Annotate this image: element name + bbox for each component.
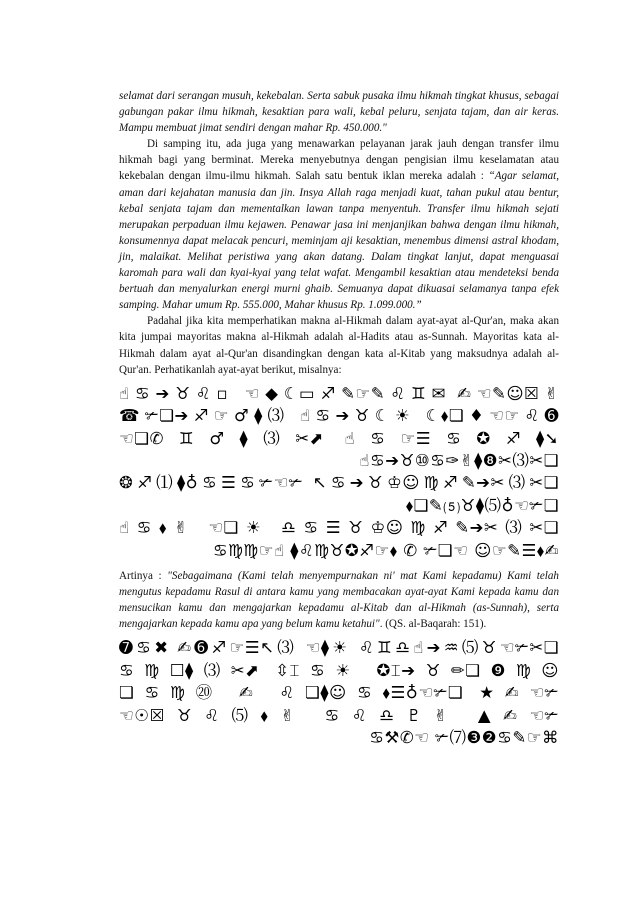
verse-line: ☝♋➔♉⑩♋✑✌⧫❽✂⑶✂❏ <box>359 450 559 470</box>
verse-line: ⬧❏✎⑸♉⧫⑸♁☜✃❏ <box>405 495 559 515</box>
paragraph-translation <box>119 568 559 632</box>
verse-line: ☜☉☒♉♌⑸⬧✌ ♋♌♎♇✌ ▲✍☜✃ <box>119 705 559 725</box>
paragraph-distance-service <box>119 136 559 313</box>
verse-line: ❂♐⑴⧫♁♋☰♋✃☜✃ ↖♋➔♉♔☺♍♐✎➔✂⑶✂❏ <box>119 473 559 493</box>
verse-line: ♋♍♍☞☝ ⧫♌♍♉✪♐☞⬧ ✆ ✃❏☜ ☺☞✎☰⬧✍ <box>212 540 559 560</box>
translation-label: Artinya : <box>119 569 168 582</box>
ad-quote: “Agar selamat, aman dari kejahatan manusia dan jin. Insya Allah raga menjadi kuat, tahan pukul atau bentur, kebal senjata tajam dan mementalkan lawan tanpa menyentuh. Transfer ilmu hikmah sejati merupakan perpaduan ilmu kejawen. Penawar jasa ini menjanjikan bahwa dengan ilmu hikmah, konsumennya dapat melacak pencuri, meminjam aji kesaktian, menembus dimensi astral khodam, jin, malaikat. Melihat peristiwa yang akan datang. Dalam tingkat lanjut, dapat menguasai karomah para wali dan kyai-kyai yang telat wafat. Mengambil kesaktian atau mendeteksi benda bertuah dan menyalurkan energi murni ghaib. Semuanya dapat dikuasai selamanya tanpa efek samping. Mahar umum Rp. 555.000, Mahar khusus Rp. 1.099.000.” <box>119 170 559 312</box>
verse-line: ♋♍☐⧫⑶✂⬈ ⇳⌶♋☀ ✪⌶➔♉✏❏❾♍☺ <box>119 660 559 680</box>
verse-reference: . (QS. al-Baqarah: 151). <box>379 618 487 631</box>
paragraph-al-hikmah-meaning: Padahal jika kita memperhatikan makna al-Hikmah dalam ayat-ayat al-Qur'an, maka akan kita jumpai mayoritas makna al-Hikmah adalah al-Hadits atau as-Sunnah. Mayoritas kata al-Hikmah dalam ayat al-Qur'an disandingkan dengan kata al-Kitab yang maksudnya adalah al-Qur'an. Perhatikanlah ayat-ayat berikut, misalnya: <box>119 315 559 376</box>
verse-line: ➐♋✖ ✍➏♐☞☰↖⑶ ☜⧫☀ ♌♊♎☝➔♒⑸♉☜✃✂❏ <box>119 638 559 658</box>
arabic-verse-block-2 <box>119 637 559 749</box>
verse-line: ☜❏✆♊♂⧫⑶✂⬈ ☝♋☞☰♋✪♐⧫➘ <box>119 428 559 448</box>
paragraph-ad-continuation: selamat dari serangan musuh, kekebalan. Serta sabuk pusaka ilmu hikmah tingkat khusus, sebagai gabungan pakar ilmu hikmah, kesaktian para wali, kebal peluru, senjata tajam, dan air keras. Mampu membuat jimat sendiri dengan mahar Rp. 450.000." <box>119 90 559 135</box>
translation-text: "Sebagaimana (Kami telah menyempurnakan ni' mat Kami kepadamu) Kami telah mengutus kepadamu Rasul di antara kamu yang membacakan ayat-ayat Kami kepada kamu dan mensucikan kamu dan mengajarkan kepadamu al-Kitab dan al-Hikmah (as-Sunnah), serta mengajarkan kepada kamu apa yang belum kamu ketahui" <box>119 569 559 631</box>
verse-line: ☎✃❏➔♐☞♂⧫⑶ ☝♋➔♉☾☀ ☾⬧❏♦☜☞♌➏ <box>119 406 559 426</box>
verse-line: ♋⚒✆☜ ✃⑺❸❷♋✎☞⌘ <box>369 727 559 747</box>
verse-line: ❏♋♍⑳ ✍ ♌❏⧫☺♋⬧☰♁☜✃❏ ★✍☜✃ <box>119 683 559 703</box>
verse-line: ☝♋⬧✌ ☜❏☀ ♎♋☰♉♔☺♍♐✎➔✂⑶✂❏ <box>119 518 559 538</box>
verse-line: ☝♋➔♉♌▫ ☜◆☾▭♐✎☞✎♌♊✉ ✍☜✎☺☒✌ <box>119 383 559 403</box>
paragraph-lead-text: Di samping itu, ada juga yang menawarkan pelayanan jarak jauh dengan transfer ilmu hikmah bagi yang berminat. Mereka menyebutnya dengan pengisian ilmu keselamatan atau kekebalan dengan ilmu-ilmu hikmah. Salah satu bentuk iklan mereka adalah : <box>119 138 559 183</box>
arabic-verse-block-1 <box>119 383 559 562</box>
text-body <box>119 88 559 755</box>
